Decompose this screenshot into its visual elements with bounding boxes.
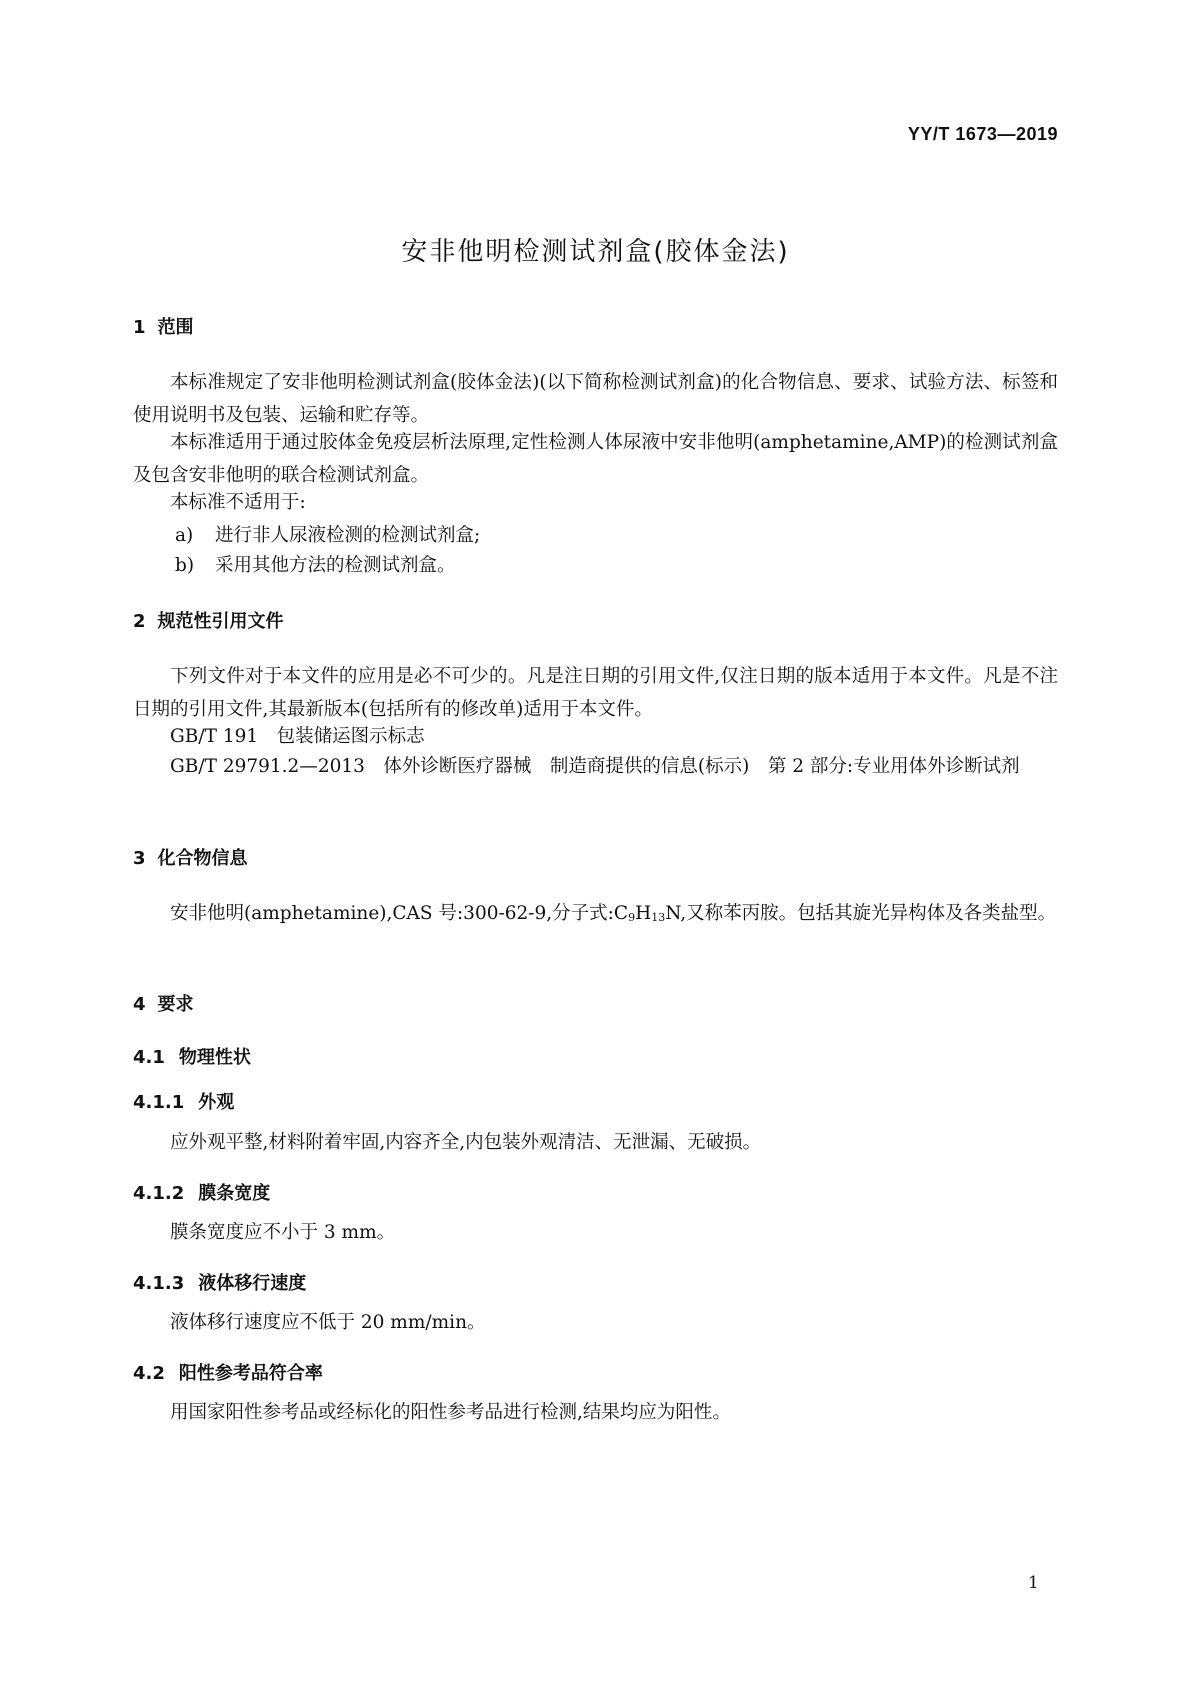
section-title: 化合物信息: [157, 848, 248, 869]
paragraph: 本标准规定了安非他明检测试剂盒(胶体金法)(以下简称检测试剂盒)的化合物信息、要求、试验方法、标签和使用说明书及包装、运输和贮存等。: [133, 372, 1058, 426]
section-title: 液体移行速度: [198, 1273, 307, 1294]
list-item-text: 进行非人尿液检测的检测试剂盒;: [215, 525, 481, 546]
page-number: 1: [1028, 1573, 1039, 1593]
section-3-heading: [133, 844, 248, 870]
paragraph: 液体移行速度应不低于 20 mm/min。: [170, 1312, 486, 1333]
section-2-heading: [133, 607, 284, 633]
paragraph: 本标准不适用于:: [170, 492, 306, 513]
paragraph: 应外观平整,材料附着牢固,内容齐全,内包装外观清洁、无泄漏、无破损。: [170, 1132, 762, 1153]
subscript: 9: [628, 911, 636, 924]
section-number: 4.1.2: [133, 1183, 185, 1204]
list-marker: b): [175, 555, 195, 576]
section-number: 4.1: [133, 1047, 165, 1068]
section-title: 规范性引用文件: [157, 611, 284, 632]
section-title: 阳性参考品符合率: [178, 1363, 323, 1384]
subsection-heading: [133, 1359, 323, 1385]
text-run: N,又称苯丙胺。包括其旋光异构体及各类盐型。: [665, 903, 1057, 924]
section-1-heading: [133, 313, 194, 339]
section-number: 4.1.1: [133, 1092, 185, 1113]
section-number: 3: [133, 848, 146, 869]
paragraph: 本标准适用于通过胶体金免疫层析法原理,定性检测人体尿液中安非他明(amphetamine,AMP)的检测试剂盒及包含安非他明的联合检测试剂盒。: [133, 432, 1058, 486]
standard-number: YY/T 1673—2019: [907, 124, 1058, 144]
reference-item: GB/T 191 包装储运图示标志: [170, 726, 425, 747]
section-number: 4.2: [133, 1363, 165, 1384]
paragraph: 用国家阳性参考品或经标化的阳性参考品进行检测,结果均应为阳性。: [170, 1402, 731, 1423]
paragraph: 膜条宽度应不小于 3 mm。: [170, 1222, 396, 1243]
subsection-heading: [133, 1088, 234, 1114]
section-number: 4: [133, 994, 146, 1015]
list-marker: a): [175, 525, 194, 546]
paragraph: [133, 897, 1058, 934]
document-title: 安非他明检测试剂盒(胶体金法): [401, 237, 790, 267]
text-run: 安非他明(amphetamine),CAS 号:300-62-9,分子式:C: [170, 903, 629, 924]
subscript: 13: [651, 911, 666, 924]
reference-item: GB/T 29791.2—2013 体外诊断医疗器械 制造商提供的信息(标示) 第 2 部分:专业用体外诊断试剂: [170, 756, 1020, 777]
list-item: [175, 521, 480, 547]
subsection-heading: [133, 1179, 270, 1205]
list-item: [175, 551, 456, 577]
section-number: 2: [133, 611, 146, 632]
section-number: 4.1.3: [133, 1273, 185, 1294]
paragraph: 下列文件对于本文件的应用是必不可少的。凡是注日期的引用文件,仅注日期的版本适用于本文件。凡是不注日期的引用文件,其最新版本(包括所有的修改单)适用于本文件。: [133, 666, 1058, 720]
subsection-heading: [133, 1043, 251, 1069]
section-title: 要求: [157, 994, 194, 1015]
section-title: 范围: [157, 317, 194, 338]
section-title: 物理性状: [178, 1047, 251, 1068]
section-title: 膜条宽度: [198, 1183, 271, 1204]
list-item-text: 采用其他方法的检测试剂盒。: [215, 555, 456, 576]
subsection-heading: [133, 1269, 306, 1295]
section-4-heading: [133, 990, 194, 1016]
section-title: 外观: [198, 1092, 235, 1113]
text-run: H: [635, 903, 652, 924]
section-number: 1: [133, 317, 146, 338]
